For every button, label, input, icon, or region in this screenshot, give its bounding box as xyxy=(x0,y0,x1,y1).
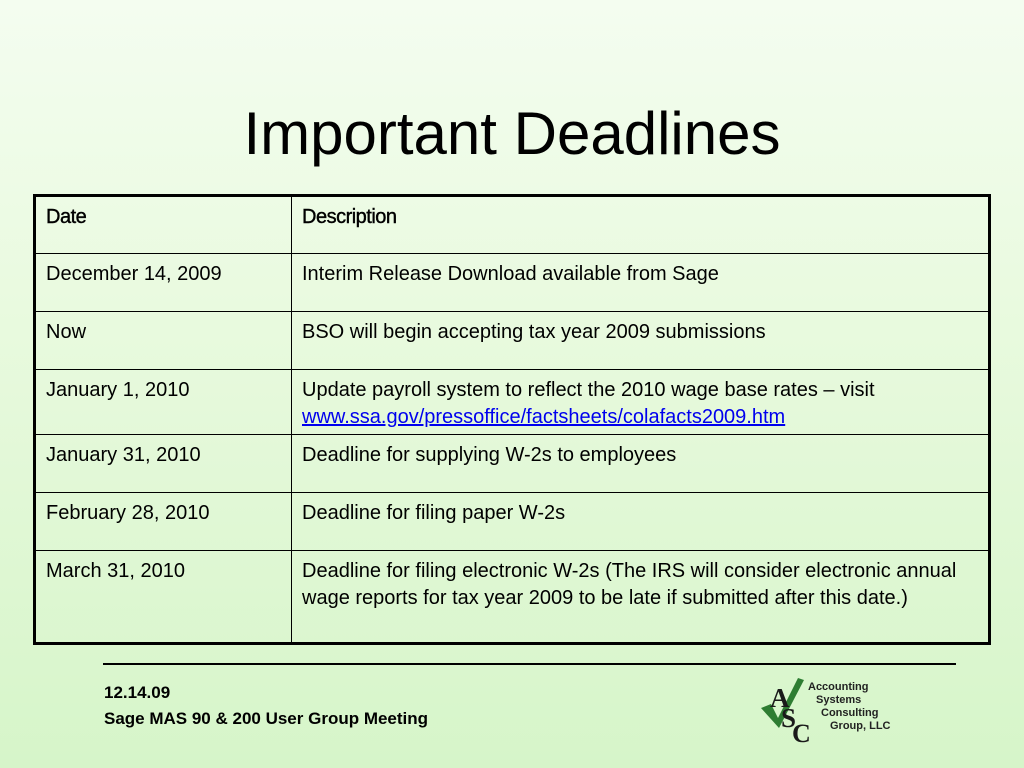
row-date: December 14, 2009 xyxy=(35,254,292,312)
logo-letter-a: A xyxy=(770,683,790,713)
table-row xyxy=(35,370,990,435)
row-date: March 31, 2010 xyxy=(35,551,292,644)
table-row xyxy=(35,254,990,312)
row-date: January 1, 2010 xyxy=(35,370,292,435)
table-row xyxy=(35,435,990,493)
row-description: Deadline for filing paper W-2s xyxy=(292,493,990,551)
header-description: Description xyxy=(292,196,990,254)
row-description: Update payroll system to reflect the 2010 wage base rates – visit xyxy=(302,379,875,401)
footer-date: 12.14.09 xyxy=(104,683,171,702)
table-row xyxy=(35,493,990,551)
row-description: Interim Release Download available from Sage xyxy=(292,254,990,312)
header-date: Date xyxy=(35,196,292,254)
table-row xyxy=(35,551,990,644)
slide-title: Important Deadlines xyxy=(243,100,781,167)
footer xyxy=(104,680,428,732)
logo-line: Accounting xyxy=(808,681,869,693)
asc-logo xyxy=(758,676,908,746)
row-description: Deadline for supplying W-2s to employees xyxy=(292,435,990,493)
logo-line: Consulting xyxy=(821,707,879,719)
row-date: January 31, 2010 xyxy=(35,435,292,493)
table-row xyxy=(35,312,990,370)
logo-letter-s: S xyxy=(781,703,797,733)
row-date: Now xyxy=(35,312,292,370)
footer-event: Sage MAS 90 & 200 User Group Meeting xyxy=(104,709,429,728)
table-header-row xyxy=(35,196,990,254)
footer-divider xyxy=(103,663,956,665)
logo-line: Systems xyxy=(816,694,862,706)
logo-letter-c: C xyxy=(792,719,811,746)
row-description: Deadline for filing electronic W-2s (The IRS will consider electronic annual wage reports for tax year 2009 to be late if submitted after this date.) xyxy=(292,551,990,644)
ssa-colafacts-link[interactable]: www.ssa.gov/pressoffice/factsheets/colafacts2009.htm xyxy=(302,406,786,428)
row-description-cell xyxy=(292,370,990,435)
logo-line: Group, LLC xyxy=(830,720,891,732)
row-description: BSO will begin accepting tax year 2009 submissions xyxy=(292,312,990,370)
deadlines-table xyxy=(33,194,991,645)
row-date: February 28, 2010 xyxy=(35,493,292,551)
logo-wordmark xyxy=(808,681,891,733)
